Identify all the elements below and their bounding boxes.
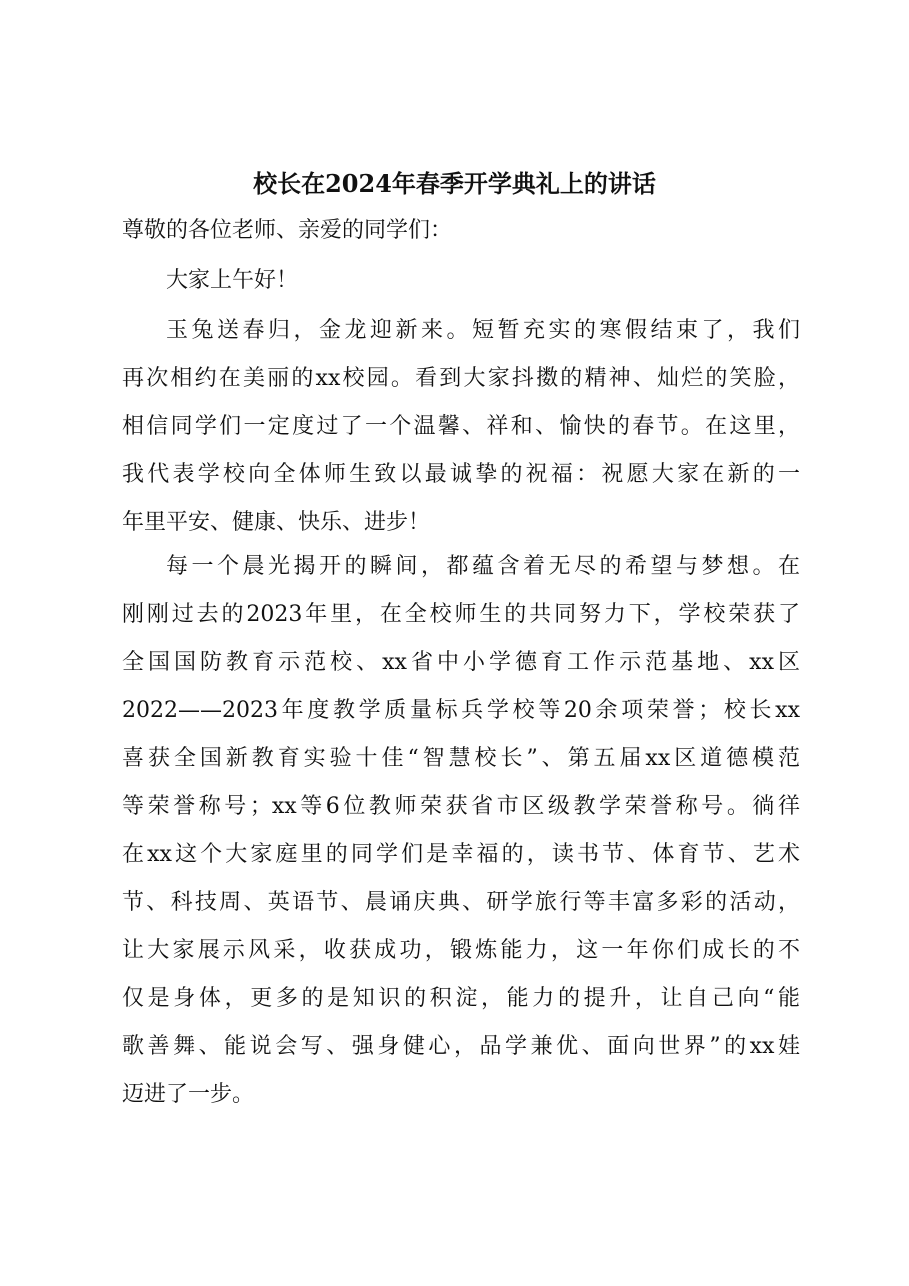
paragraph-line: 仅是身体，更多的是知识的积淀，能力的提升，让自己向“能	[122, 986, 800, 1011]
paragraph-line: 2022——2023年度教学质量标兵学校等20余项荣誉；校长xx	[122, 698, 800, 723]
paragraph-line: 让大家展示风采，收获成功，锻炼能力，这一年你们成长的不	[122, 938, 800, 963]
salutation: 尊敬的各位老师、亲爱的同学们：	[122, 218, 453, 243]
document-title: 校长在2024年春季开学典礼上的讲话	[253, 169, 656, 198]
paragraph-line: 再次相约在美丽的xx校园。看到大家抖擞的精神、灿烂的笑脸，	[122, 366, 800, 391]
paragraph-line: 喜获全国新教育实验十佳“智慧校长”、第五届xx区道德模范	[122, 746, 800, 771]
paragraph-line: 歌善舞、能说会写、强身健心，品学兼优、面向世界”的xx娃	[122, 1034, 800, 1059]
paragraph-line: 全国国防教育示范校、xx省中小学德育工作示范基地、xx区	[122, 650, 800, 675]
paragraph-line: 玉兔送春归，金龙迎新来。短暂充实的寒假结束了，我们	[166, 318, 800, 343]
paragraph-line: 迈进了一步。	[122, 1082, 255, 1107]
paragraph-line: 相信同学们一定度过了一个温馨、祥和、愉快的春节。在这里，	[122, 414, 800, 439]
paragraph-line: 年里平安、健康、快乐、进步！	[122, 510, 431, 535]
paragraph-line: 每一个晨光揭开的瞬间，都蕴含着无尽的希望与梦想。在	[166, 554, 800, 579]
paragraph-line: 节、科技周、英语节、晨诵庆典、研学旅行等丰富多彩的活动，	[122, 890, 800, 915]
paragraph-line: 我代表学校向全体师生致以最诚挚的祝福：祝愿大家在新的一	[122, 462, 800, 487]
paragraph-line: 等荣誉称号；xx等6位教师荣获省市区级教学荣誉称号。徜徉	[122, 794, 800, 819]
paragraph-line: 在xx这个大家庭里的同学们是幸福的，读书节、体育节、艺术	[122, 842, 800, 867]
greeting: 大家上午好！	[166, 268, 299, 293]
paragraph-line: 刚刚过去的2023年里，在全校师生的共同努力下，学校荣获了	[122, 602, 800, 627]
